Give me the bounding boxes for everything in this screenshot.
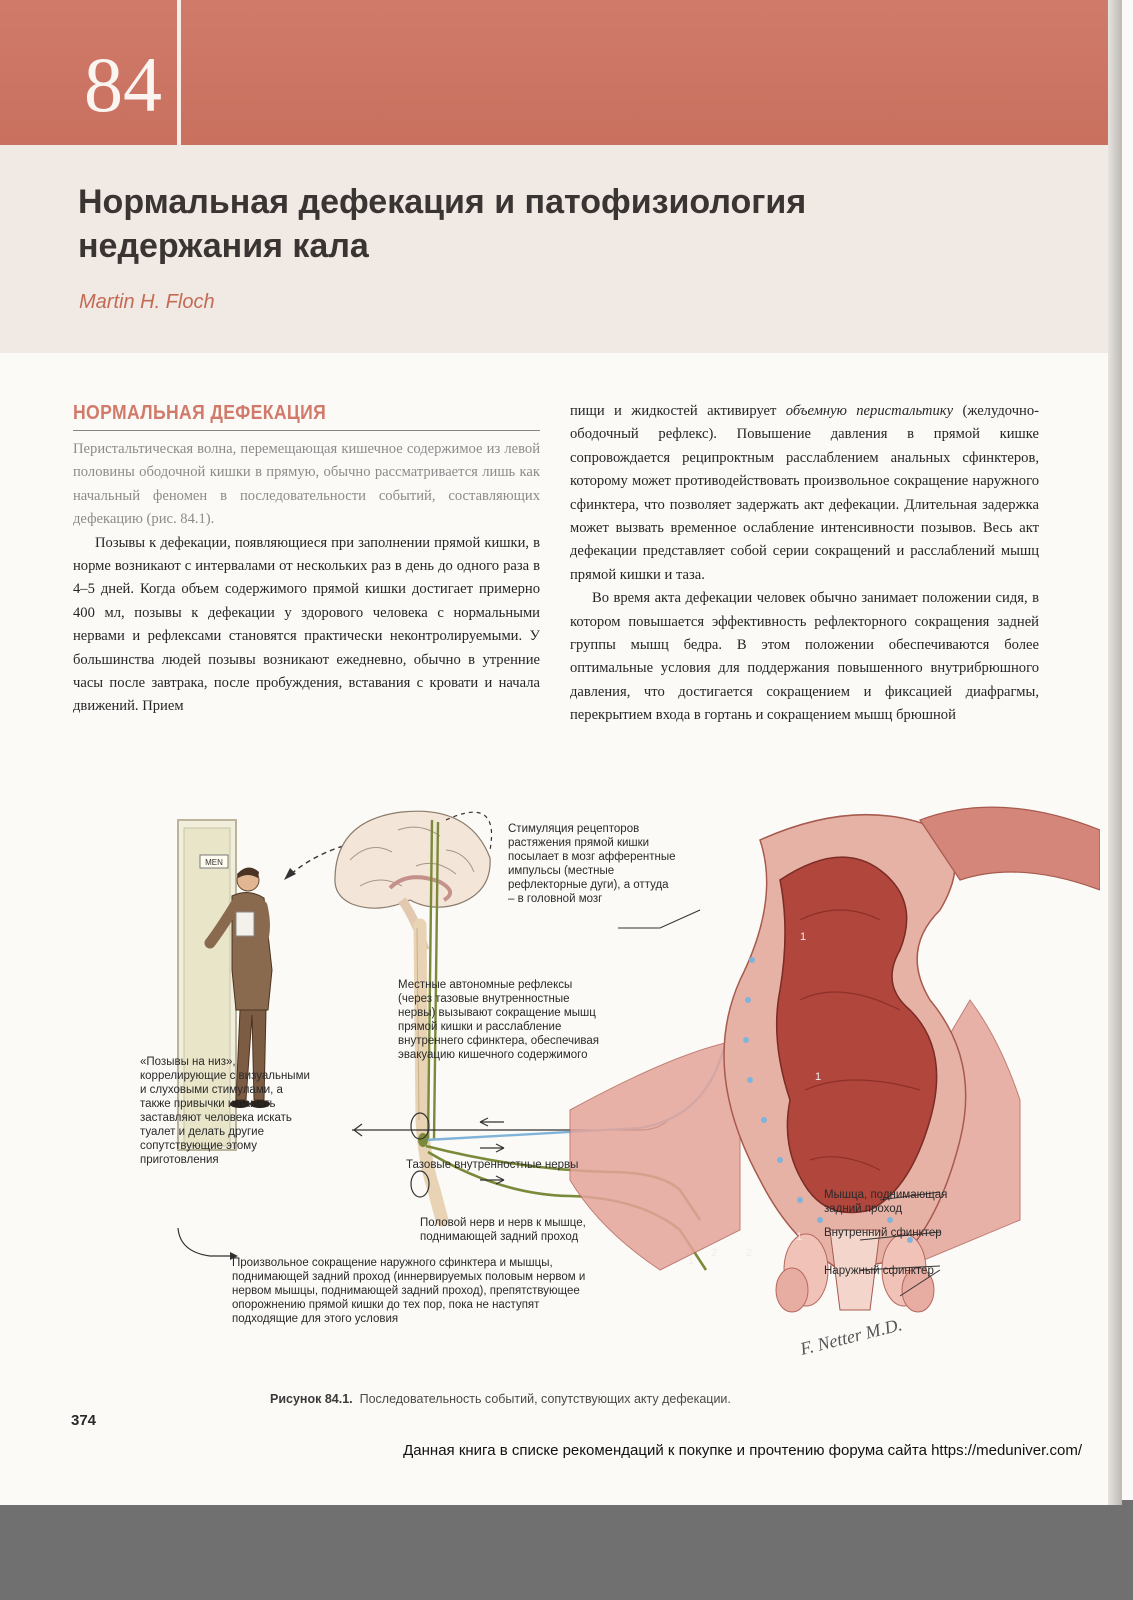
emphasis-term: объемную перистальтику xyxy=(785,403,954,419)
label-urges: «Позывы на низ», коррелирующие с визуальными и слуховыми стимулами, а также привычки и память заставляют человека искать туалет и делать другие сопутствующие этому приготовления xyxy=(140,1056,310,1166)
external-sphincter xyxy=(776,1268,808,1312)
caption-text: Последовательность событий, сопутствующих акту дефекации. xyxy=(359,1392,731,1406)
paragraph: Позывы к дефекации, появляющиеся при заполнении прямой кишки, в норме возникают с интервалами от нескольких раз в день до одного раза в 4–5 дней. Когда объем содержимого прямой кишки достигает примерно 400 мл, позывы к дефекации у здорового человека с нормальными нервами и рефлексами становятся практически неконтролируемыми. У большинства людей позывы возникают ежедневно, обычно в утренние часы после завтрака, после пробуждения, вставания с кровати и начала движений. Прием xyxy=(73,534,540,715)
page-edge-shadow xyxy=(1108,0,1122,1505)
paragraph xyxy=(570,400,1039,587)
label-stretch-receptors: Стимуляция рецепторов растяжения прямой кишки посылает в мозг афферентные импульсы (местные рефлекторные дуги), а оттуда – в головной мозг xyxy=(508,823,676,905)
label-levator-ani: Мышца, поднимающая задний проход xyxy=(824,1189,948,1215)
marker-2: 2 xyxy=(746,1247,753,1259)
figure-84-1 xyxy=(140,800,1100,1375)
paragraph: Перистальтическая волна, перемещающая кишечное содержимое из левой половины ободочной кишки в прямую, обычно рассматривается лишь как начальный феномен в последовательности событий, составляющих дефекацию (рис. 84.1). xyxy=(73,441,540,528)
marker-1: 1 xyxy=(815,1071,822,1083)
marker-2: 2 xyxy=(711,1247,718,1259)
paragraph: Во время акта дефекации человек обычно занимает положении сидя, в котором повышается эффективность рефлекторного сокращения задней группы мышц бедра. В этом положении обеспечиваются более оптимальные условия для поддержания повышенного внутрибрюшного давления, что достигается сокращением и фиксацией диафрагмы, перекрытием входа в гортань и сокращением мышц брюшной xyxy=(570,590,1039,724)
marker-1: 1 xyxy=(800,931,807,943)
label-voluntary-contraction: Произвольное сокращение наружного сфинктера и мышцы, поднимающей задний проход (иннервируемых половым нервом и нервом мышцы, поднимающей задний проход), препятствующее опорожнению прямой кишки до тех пор, пока не наступят подходящие для этого условия xyxy=(232,1257,586,1325)
marker-1: 1 xyxy=(688,1255,695,1267)
scanner-bed xyxy=(0,1500,1133,1600)
marker-1: 1 xyxy=(796,1231,803,1243)
brain-illustration xyxy=(335,811,490,950)
banner-divider xyxy=(177,0,181,145)
section-heading: НОРМАЛЬНАЯ ДЕФЕКАЦИЯ xyxy=(73,402,327,424)
door-sign-text: MEN xyxy=(205,858,223,867)
label-external-sphincter: Наружный сфинктер xyxy=(824,1265,934,1277)
text-column-right xyxy=(570,400,1039,728)
label-internal-sphincter: Внутренний сфинктер xyxy=(824,1227,942,1239)
label-pelvic-nerves: Тазовые внутренностные нервы xyxy=(406,1159,579,1171)
paragraph-text: пищи и жидкостей активирует xyxy=(570,403,786,419)
heading-rule xyxy=(73,430,540,431)
paragraph-text: (желудочно-ободочный рефлекс). Повышение давления в прямой кишке сопровождается реципроктным расслаблением анальных сфинктеров, которому может противодействовать произвольное сокращение наружного сфинктера, что позволяет задержать акт дефекации. Длительная задержка может вызвать временное ослабление интенсивности позывов. Весь акт дефекации представляет собой серии сокращений и расслаблений мышц прямой кишки и таза. xyxy=(570,403,1039,583)
label-pudendal-nerve: Половой нерв и нерв к мышце, поднимающей задний проход xyxy=(420,1217,586,1243)
arrowhead xyxy=(284,868,296,880)
chapter-author: Martin H. Floch xyxy=(79,291,215,313)
page-number: 374 xyxy=(71,1412,97,1429)
chapter-banner xyxy=(0,0,1108,145)
illustrator-signature: F. Netter M.D. xyxy=(798,1314,905,1359)
figure-caption xyxy=(270,1392,731,1406)
chapter-title: Нормальная дефекация и патофизиология недержания кала xyxy=(78,183,807,265)
chapter-number: 84 xyxy=(84,41,162,128)
caption-prefix: Рисунок 84.1. xyxy=(270,1392,353,1406)
label-local-reflexes: Местные автономные рефлексы (через тазовые внутренностные нервы) вызывают сокращение мышц прямой кишки и расслабление внутреннего сфинктера, обеспечивая эвакуацию кишечного содержимого xyxy=(398,979,600,1061)
footer-note: Данная книга в списке рекомендаций к покупке и прочтению форума сайта https://meduniver.com/ xyxy=(403,1442,1082,1459)
text-column-left xyxy=(73,438,540,719)
